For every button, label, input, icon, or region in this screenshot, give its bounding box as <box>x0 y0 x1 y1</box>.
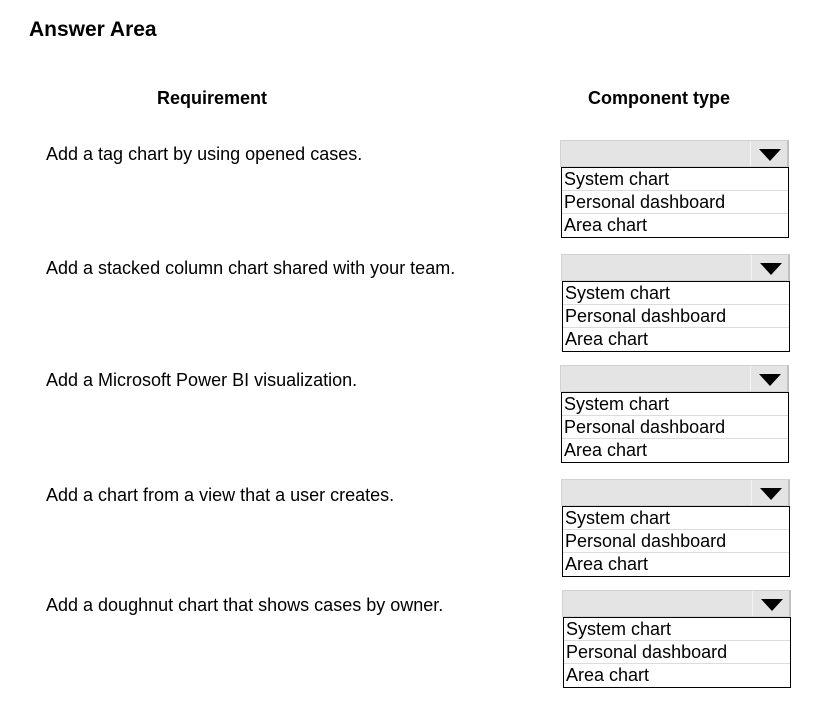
component-type-column-header: Component type <box>588 88 730 108</box>
dropdown-option-system-chart[interactable]: System chart <box>562 168 788 191</box>
dropdown-option-area-chart[interactable]: Area chart <box>564 215 648 235</box>
dropdown-selected-box[interactable] <box>560 140 789 167</box>
component-type-dropdown-2[interactable] <box>561 254 790 352</box>
dropdown-option-system-chart[interactable]: System chart <box>564 618 790 641</box>
component-type-dropdown-4[interactable] <box>561 479 790 577</box>
dropdown-options-list <box>561 167 789 238</box>
dropdown-options-list <box>562 281 790 352</box>
dropdown-option-area-chart[interactable]: Area chart <box>564 440 648 460</box>
chevron-down-icon[interactable] <box>750 366 787 391</box>
requirement-column-header: Requirement <box>157 88 268 108</box>
requirement-text-3: Add a Microsoft Power BI visualization. <box>46 370 358 390</box>
dropdown-options-list <box>562 506 790 577</box>
chevron-down-icon[interactable] <box>751 480 788 505</box>
dropdown-selected-box[interactable] <box>562 590 791 617</box>
dropdown-option-area-chart[interactable]: Area chart <box>565 554 649 574</box>
chevron-down-icon[interactable] <box>751 255 788 280</box>
dropdown-selected-box[interactable] <box>561 479 790 506</box>
component-type-dropdown-5[interactable] <box>562 590 791 688</box>
component-type-dropdown-1[interactable] <box>560 140 789 238</box>
dropdown-option-personal-dashboard[interactable]: Personal dashboard <box>563 530 789 553</box>
component-type-dropdown-3[interactable] <box>560 365 789 463</box>
requirement-text-5: Add a doughnut chart that shows cases by owner. <box>46 595 444 615</box>
chevron-down-icon[interactable] <box>750 141 787 166</box>
dropdown-option-personal-dashboard[interactable]: Personal dashboard <box>562 191 788 214</box>
answer-area-title: Answer Area <box>29 18 157 41</box>
requirement-text-4: Add a chart from a view that a user creates. <box>46 485 395 505</box>
dropdown-option-personal-dashboard[interactable]: Personal dashboard <box>563 305 789 328</box>
chevron-down-icon[interactable] <box>752 591 789 616</box>
dropdown-option-area-chart[interactable]: Area chart <box>565 329 649 349</box>
dropdown-option-system-chart[interactable]: System chart <box>562 393 788 416</box>
dropdown-option-system-chart[interactable]: System chart <box>563 507 789 530</box>
dropdown-options-list <box>563 617 791 688</box>
dropdown-selected-box[interactable] <box>561 254 790 281</box>
requirement-text-1: Add a tag chart by using opened cases. <box>46 144 363 164</box>
dropdown-option-personal-dashboard[interactable]: Personal dashboard <box>562 416 788 439</box>
dropdown-option-personal-dashboard[interactable]: Personal dashboard <box>564 641 790 664</box>
dropdown-options-list <box>561 392 789 463</box>
dropdown-option-area-chart[interactable]: Area chart <box>566 665 650 685</box>
dropdown-selected-box[interactable] <box>560 365 789 392</box>
requirement-text-2: Add a stacked column chart shared with your team. <box>46 258 456 278</box>
dropdown-option-system-chart[interactable]: System chart <box>563 282 789 305</box>
